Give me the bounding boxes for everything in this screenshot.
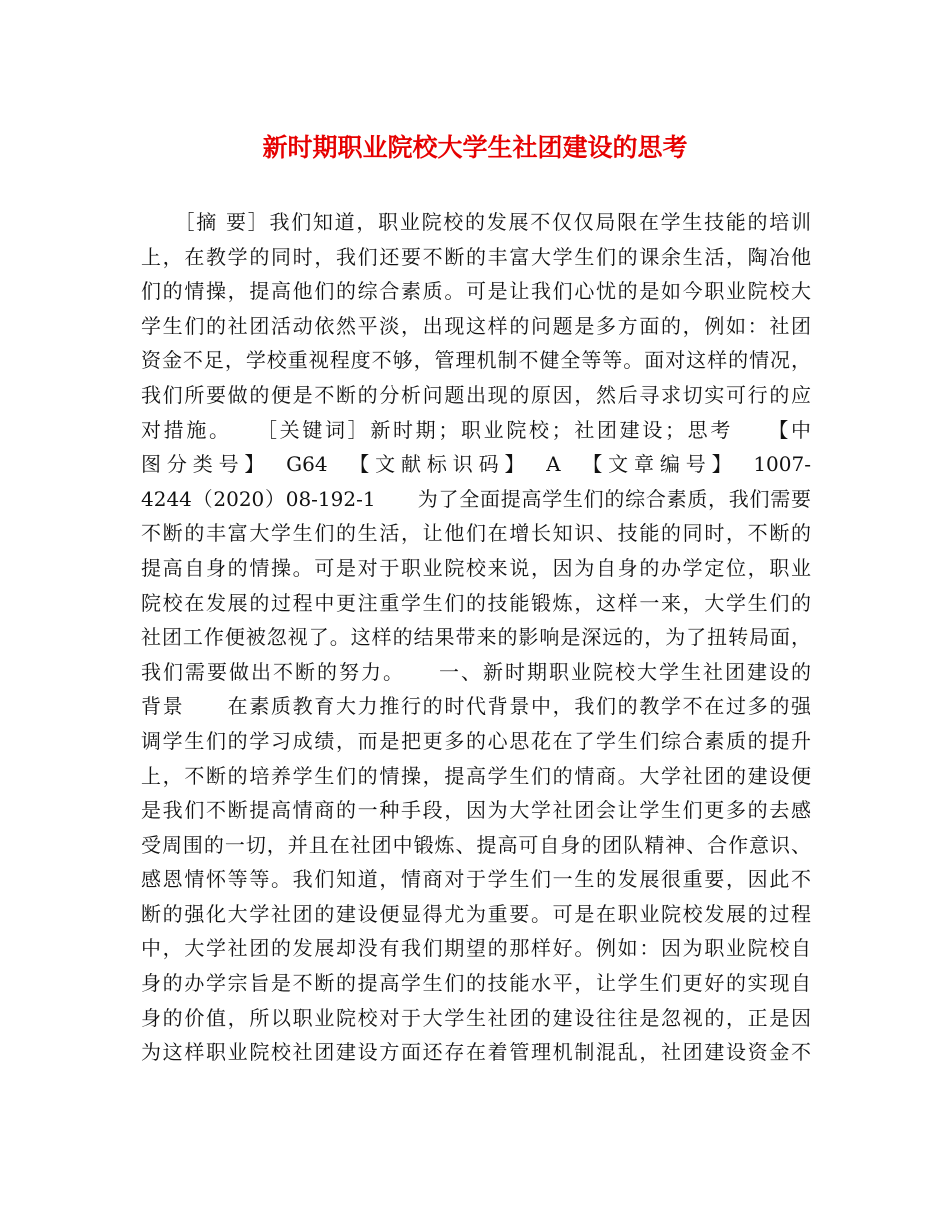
body-line-21: 断的强化大学社团的建设便显得尤为重要。可是在职业院校发展的过程 [141, 901, 811, 926]
body-line-5: 资金不足，学校重视程度不够，管理机制不健全等等。面对这样的情况， [141, 348, 811, 373]
body-line-12: 院校在发展的过程中更注重学生们的技能锻炼，这样一来，大学生们的 [141, 590, 811, 615]
body-line-10: 不断的丰富大学生们的生活，让他们在增长知识、技能的同时，不断的 [141, 521, 811, 546]
document-title: 新时期职业院校大学生社团建设的思考 [262, 133, 688, 162]
body-line-2: 上，在教学的同时，我们还要不断的丰富大学生们的课余生活，陶冶他 [141, 244, 811, 269]
body-line-11: 提高自身的情操。可是对于职业院校来说，因为自身的办学定位，职业 [141, 555, 811, 580]
body-line-3: 们的情操，提高他们的综合素质。可是让我们心忧的是如今职业院校大 [141, 279, 811, 304]
body-line-19: 受周围的一切，并且在社团中锻炼、提高可自身的团队精神、合作意识、 [141, 832, 811, 857]
body-line-4: 学生们的社团活动依然平淡，出现这样的问题是多方面的，例如：社团 [141, 313, 811, 338]
body-line-24: 身的价值，所以职业院校对于大学生社团的建设往往是忽视的，正是因 [141, 1005, 811, 1030]
body-line-8: 图分类号】 G64 【文献标识码】 A 【文章编号】 1007- [141, 452, 811, 477]
body-line-16: 调学生们的学习成绩，而是把更多的心思花在了学生们综合素质的提升 [141, 728, 811, 753]
body-line-25: 为这样职业院校社团建设方面还存在着管理机制混乱，社团建设资金不 [141, 1040, 811, 1065]
body-line-6: 我们所要做的便是不断的分析问题出现的原因，然后寻求切实可行的应 [141, 382, 811, 407]
body-line-7: 对措施。 ［关键词］新时期；职业院校；社团建设；思考 【中 [141, 417, 811, 442]
body-line-14: 我们需要做出不断的努力。 一、新时期职业院校大学生社团建设的 [141, 659, 811, 684]
body-line-15: 背景 在素质教育大力推行的时代背景中，我们的教学不在过多的强 [141, 694, 811, 719]
body-line-20: 感恩情怀等等。我们知道，情商对于学生们一生的发展很重要，因此不 [141, 867, 811, 892]
body-line-1: ［摘 要］我们知道，职业院校的发展不仅仅局限在学生技能的培训 [141, 210, 811, 234]
body-line-22: 中，大学社团的发展却没有我们期望的那样好。例如：因为职业院校自 [141, 936, 811, 961]
body-line-9: 4244（2020）08-192-1 为了全面提高学生们的综合素质，我们需要 [141, 486, 811, 511]
body-line-18: 是我们不断提高情商的一种手段，因为大学社团会让学生们更多的去感 [141, 798, 811, 823]
body-line-23: 身的办学宗旨是不断的提高学生们的技能水平，让学生们更好的实现自 [141, 971, 811, 996]
body-line-13: 社团工作便被忽视了。这样的结果带来的影响是深远的，为了扭转局面， [141, 625, 811, 650]
document-body [141, 205, 811, 1070]
body-line-17: 上，不断的培养学生们的情操，提高学生们的情商。大学社团的建设便 [141, 763, 811, 788]
